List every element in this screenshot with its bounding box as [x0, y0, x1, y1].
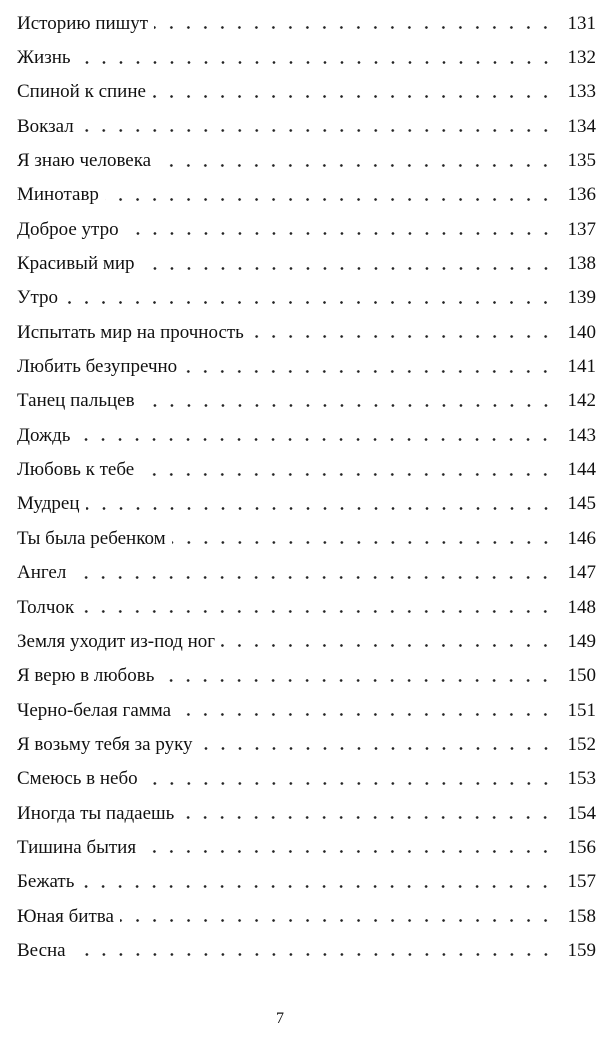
toc-entry-title: Тишина бытия [17, 838, 142, 857]
dot-leader [152, 95, 554, 98]
toc-entry [17, 693, 596, 727]
toc-entry [17, 246, 596, 280]
toc-entry [17, 315, 596, 349]
toc-entry-page: 152 [567, 733, 596, 755]
dot-leader [177, 713, 554, 716]
toc-entry-title: Я знаю человека [17, 151, 157, 170]
toc-entry [17, 659, 596, 693]
toc-entry [17, 762, 596, 796]
dot-leader [141, 404, 554, 407]
toc-entry-page: 133 [567, 81, 596, 103]
dot-leader [157, 164, 554, 167]
dot-leader [183, 370, 554, 373]
toc-entry-title: Толчок [17, 598, 80, 617]
toc-entry-title: Смеюсь в небо [17, 769, 144, 788]
toc-entry-title: Минотавр [17, 185, 105, 204]
dot-leader [144, 782, 554, 785]
dot-leader [154, 26, 554, 29]
toc-entry-title: Историю пишут [17, 14, 154, 33]
toc-entry-title: Дождь [17, 426, 76, 445]
toc-entry [17, 899, 596, 933]
toc-entry-page: 151 [567, 699, 596, 721]
toc-entry-page: 141 [567, 356, 596, 378]
dot-leader [80, 129, 554, 132]
dot-leader [221, 644, 554, 647]
toc-entry-title: Весна [17, 941, 72, 960]
dot-leader [160, 679, 554, 682]
toc-entry [17, 624, 596, 658]
toc-entry-title: Ангел [17, 563, 72, 582]
toc-entry [17, 452, 596, 486]
toc-entry [17, 109, 596, 143]
toc-entry-title: Любить безупречно [17, 357, 183, 376]
dot-leader [141, 267, 554, 270]
toc-entry [17, 281, 596, 315]
toc-entry-page: 144 [567, 459, 596, 481]
toc-entry [17, 75, 596, 109]
toc-entry-page: 134 [567, 115, 596, 137]
toc-entry [17, 418, 596, 452]
toc-entry-page: 142 [567, 390, 596, 412]
toc-entry-page: 159 [567, 939, 596, 961]
toc-entry-page: 156 [567, 836, 596, 858]
toc-entry-title: Я верю в любовь [17, 666, 160, 685]
toc-entry [17, 349, 596, 383]
toc-entry [17, 556, 596, 590]
dot-leader [180, 816, 554, 819]
dot-leader [72, 576, 554, 579]
toc-entry-page: 158 [567, 905, 596, 927]
toc-entry-page: 145 [567, 493, 596, 515]
toc-entry-title: Иногда ты падаешь [17, 804, 180, 823]
dot-leader [199, 747, 554, 750]
toc-entry-page: 148 [567, 596, 596, 618]
toc-entry-title: Танец пальцев [17, 391, 141, 410]
toc-entry [17, 830, 596, 864]
toc-entry [17, 933, 596, 967]
toc-entry-title: Вокзал [17, 117, 80, 136]
toc-entry [17, 727, 596, 761]
toc-entry-title: Красивый мир [17, 254, 141, 273]
dot-leader [72, 953, 554, 956]
dot-leader [77, 61, 554, 64]
toc-entry [17, 590, 596, 624]
toc-entry-title: Мудрец [17, 494, 86, 513]
dot-leader [64, 301, 554, 304]
toc-entry-title: Ты была ребенком [17, 529, 172, 548]
toc-entry-page: 135 [567, 150, 596, 172]
toc-entry-page: 131 [567, 12, 596, 34]
table-of-contents [17, 6, 596, 968]
toc-entry [17, 865, 596, 899]
toc-entry-title: Бежать [17, 872, 80, 891]
toc-entry-title: Спиной к спине [17, 82, 152, 101]
toc-entry-title: Земля уходит из-под ног [17, 632, 221, 651]
dot-leader [250, 335, 554, 338]
dot-leader [142, 850, 554, 853]
toc-entry-title: Жизнь [17, 48, 77, 67]
toc-entry-page: 157 [567, 871, 596, 893]
dot-leader [80, 885, 554, 888]
toc-entry [17, 796, 596, 830]
dot-leader [86, 507, 555, 510]
toc-entry-title: Испытать мир на прочность [17, 323, 250, 342]
toc-entry-title: Черно-белая гамма [17, 701, 177, 720]
toc-entry-title: Утро [17, 288, 64, 307]
toc-entry [17, 212, 596, 246]
toc-entry [17, 384, 596, 418]
toc-entry [17, 487, 596, 521]
toc-entry-page: 140 [567, 321, 596, 343]
toc-entry-page: 137 [567, 218, 596, 240]
dot-leader [125, 232, 554, 235]
toc-entry-page: 153 [567, 768, 596, 790]
toc-entry [17, 521, 596, 555]
toc-entry [17, 178, 596, 212]
toc-entry [17, 40, 596, 74]
toc-entry-title: Доброе утро [17, 220, 125, 239]
toc-entry-page: 149 [567, 630, 596, 652]
dot-leader [120, 919, 554, 922]
toc-entry-page: 146 [567, 527, 596, 549]
dot-leader [76, 438, 554, 441]
toc-entry-title: Юная битва [17, 907, 120, 926]
toc-entry-page: 150 [567, 665, 596, 687]
dot-leader [105, 198, 554, 201]
dot-leader [172, 541, 554, 544]
toc-entry-page: 154 [567, 802, 596, 824]
dot-leader [140, 473, 554, 476]
toc-entry-page: 138 [567, 253, 596, 275]
toc-entry [17, 143, 596, 177]
dot-leader [80, 610, 554, 613]
toc-entry-page: 143 [567, 424, 596, 446]
toc-entry-page: 139 [567, 287, 596, 309]
toc-entry-page: 147 [567, 562, 596, 584]
toc-entry [17, 6, 596, 40]
toc-entry-title: Я возьму тебя за руку [17, 735, 199, 754]
toc-entry-page: 136 [567, 184, 596, 206]
toc-entry-title: Любовь к тебе [17, 460, 140, 479]
page-number: 7 [276, 1010, 284, 1027]
toc-entry-page: 132 [567, 47, 596, 69]
